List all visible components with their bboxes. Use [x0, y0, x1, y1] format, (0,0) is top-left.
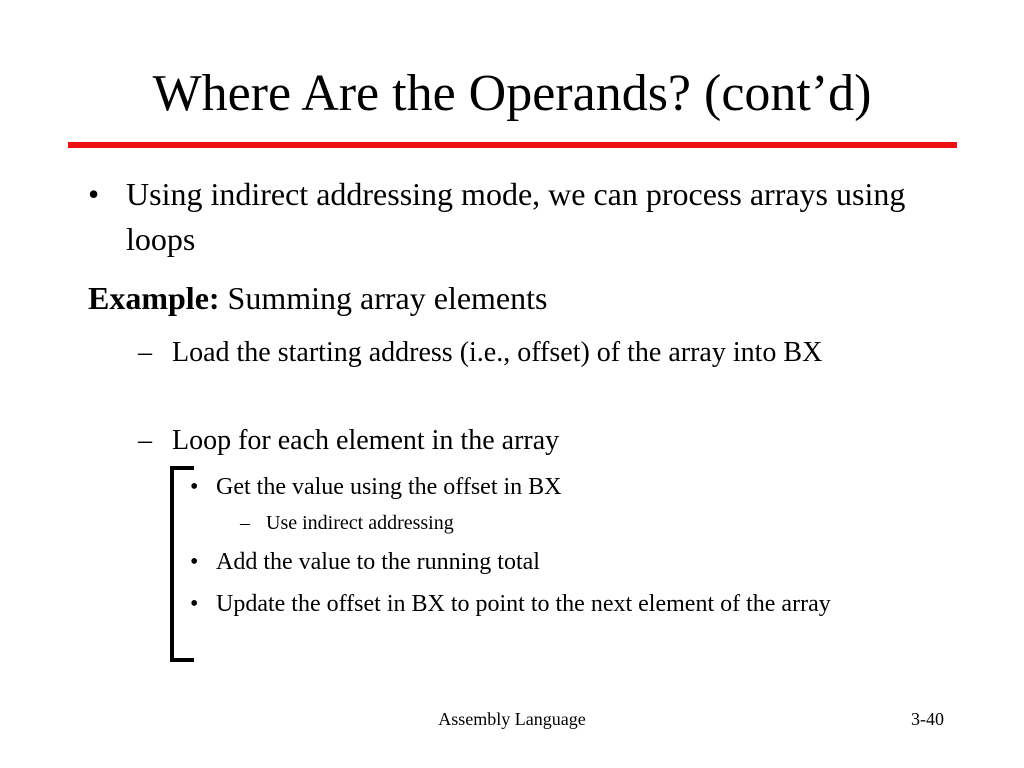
dash-marker: –	[138, 425, 152, 456]
footer-page-number: 3-40	[911, 709, 944, 729]
sub-bullet-text: Loop for each element in the array	[172, 425, 560, 456]
dash-marker: –	[138, 337, 152, 368]
loop-substep-indirect	[240, 509, 840, 537]
sub-bullet-text: Load the starting address (i.e., offset) of the array into BX	[172, 337, 823, 368]
title-divider	[68, 142, 957, 148]
loop-step-add-value	[190, 545, 890, 579]
loop-step-text: Get the value using the offset in BX	[216, 474, 562, 500]
bullet-marker: •	[88, 176, 100, 212]
footer-course-title: Assembly Language	[438, 709, 586, 729]
example-label: Example:	[88, 280, 220, 316]
example-text: Summing array elements	[219, 280, 548, 316]
bullet-marker: •	[190, 591, 199, 617]
example-heading	[88, 276, 547, 321]
loop-step-text: Update the offset in BX to point to the next element of the array	[216, 591, 831, 617]
loop-step-get-value	[190, 470, 890, 504]
bullet-marker: •	[190, 474, 199, 500]
loop-step-text: Add the value to the running total	[216, 549, 540, 575]
dash-marker: –	[240, 512, 250, 534]
loop-substep-text: Use indirect addressing	[266, 512, 454, 534]
sub-bullet-load-address	[138, 334, 928, 372]
bullet-text: Using indirect addressing mode, we can process arrays using loops	[126, 176, 906, 257]
bullet-indirect-addressing	[88, 172, 918, 262]
sub-bullet-loop	[138, 422, 928, 460]
loop-step-update-offset	[190, 587, 870, 621]
slide-title: Where Are the Operands? (cont’d)	[152, 65, 872, 122]
bullet-marker: •	[190, 549, 199, 575]
